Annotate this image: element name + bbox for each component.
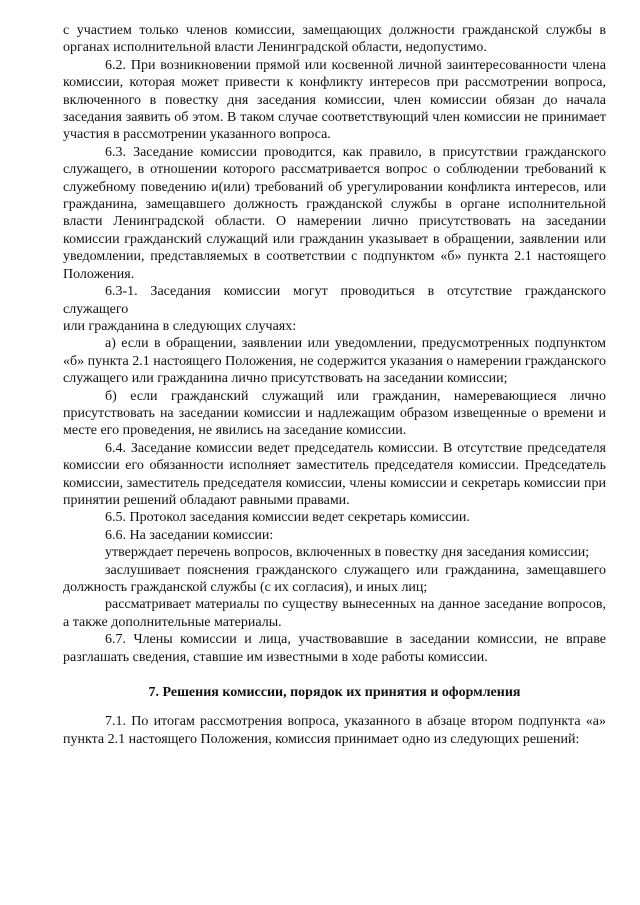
paragraph-6-2: 6.2. При возникновении прямой или косвенной личной заинтересованности члена комиссии, которая может привести к конфликту интересов при рассмотрении вопроса, включенного в повестку дня заседания комиссии, член комиссии обязан до начала заседания заявить об этом. В таком случае соответствующий член комиссии не принимает участия в рассмотрении указанного вопроса. [63,57,606,143]
paragraph-6-3-1-cont: или гражданина в следующих случаях: [63,318,297,334]
paragraph-6-3-1: 6.3-1. Заседания комиссии могут проводиться в отсутствие гражданского служащего [63,284,606,317]
paragraph-7-1: 7.1. По итогам рассмотрения вопроса, указанного в абзаце втором подпункта «а» пункта 2.1 настоящего Положения, комиссия принимает одно из следующих решений: [63,714,606,747]
paragraph-continuation: с участием только членов комиссии, замещающих должности гражданской службы в органах исполнительной власти Ленинградской области, недопустимо. [63,23,606,56]
paragraph-6-6-item-2: заслушивает пояснения гражданского служащего или гражданина, замещавшего должность гражданской службы (с их согласия), и иных лиц; [63,562,606,595]
paragraph-6-3-1-a: а) если в обращении, заявлении или уведомлении, предусмотренных подпунктом «б» пункта 2.1 настоящего Положения, не содержится указания о намерении гражданского служащего или гражданина лично присутствовать на заседании комиссии; [63,336,606,387]
paragraph-6-6-item-3: рассматривает материалы по существу вынесенных на данное заседание вопросов, а также дополнительные материалы. [63,597,606,630]
section-heading: 7. Решения комиссии, порядок их принятия и оформления [148,685,521,701]
paragraph-6-6-item-1: утверждает перечень вопросов, включенных в повестку дня заседания комиссии; [105,545,590,561]
paragraph-6-6: 6.6. На заседании комиссии: [105,527,274,543]
paragraph-6-3-1-b: б) если гражданский служащий или гражданин, намеревающиеся лично присутствовать на заседании комиссии и надлежащим образом извещенные о времени и месте его проведения, не явились на заседание комиссии. [63,388,606,439]
paragraph-6-7: 6.7. Члены комиссии и лица, участвовавшие в заседании комиссии, не вправе разглашать сведения, ставшие им известными в ходе работы комиссии. [63,632,606,665]
paragraph-6-5: 6.5. Протокол заседания комиссии ведет секретарь комиссии. [105,510,470,526]
paragraph-6-3: 6.3. Заседание комиссии проводится, как правило, в присутствии гражданского служащего, в отношении которого рассматривается вопрос о соблюдении требований к служебному поведению и(или) требований об урегулировании конфликта интересов, или гражданина, замещавшего должность гражданской службы в органе исполнительной власти Ленинградской области. О намерении лично присутствовать на заседании комиссии гражданский служащий или гражданин указывает в обращении, заявлении или уведомлении, представляемых в соответствии с подпунктом «б» пункта 2.1 настоящего Положения. [63,144,606,282]
paragraph-6-4: 6.4. Заседание комиссии ведет председатель комиссии. В отсутствие председателя комиссии его обязанности исполняет заместитель председателя комиссии. Председатель комиссии, заместитель председателя комиссии, члены комиссии и секретарь комиссии при принятии решений обладают равными правами. [63,440,606,508]
